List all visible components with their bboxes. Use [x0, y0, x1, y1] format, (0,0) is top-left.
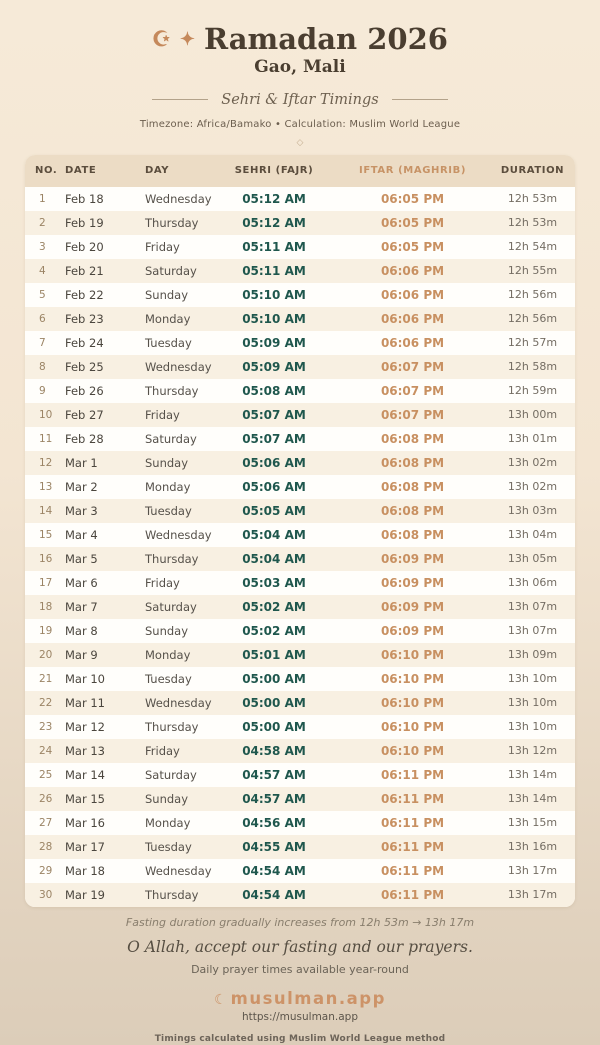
day-cell: Thursday: [145, 215, 199, 230]
iftar-time-cell: 06:11 PM: [380, 815, 445, 830]
row-number-cell: 7: [39, 336, 46, 349]
date-cell: Mar 8: [65, 623, 98, 638]
duration-cell: 13h 07m: [507, 624, 558, 638]
sehri-time-cell: 04:56 AM: [242, 815, 306, 830]
day-cell: Wednesday: [145, 359, 212, 374]
row-number-cell: 25: [39, 768, 53, 781]
iftar-time-cell: 06:08 PM: [380, 503, 445, 518]
col-header-no: NO.: [35, 165, 58, 177]
table-row: [25, 643, 575, 667]
timings-table: [25, 155, 575, 907]
col-header-date: DATE: [65, 165, 97, 177]
date-cell: Feb 20: [65, 239, 104, 254]
sehri-time-cell: 04:54 AM: [242, 887, 306, 902]
tagline-text: Daily prayer times available year-round: [191, 962, 409, 976]
iftar-time-cell: 06:08 PM: [380, 479, 445, 494]
subtitle-row: [0, 92, 600, 108]
row-number-cell: 30: [39, 888, 53, 901]
iftar-time-cell: 06:10 PM: [380, 671, 445, 686]
iftar-time-cell: 06:09 PM: [380, 575, 445, 590]
sehri-time-cell: 04:57 AM: [242, 791, 306, 806]
row-number-cell: 18: [39, 600, 53, 613]
iftar-time-cell: 06:11 PM: [380, 839, 445, 854]
table-row: [25, 427, 575, 451]
duration-cell: 12h 54m: [507, 240, 558, 254]
dua-text: O Allah, accept our fasting and our prayers.: [127, 937, 473, 956]
date-cell: Mar 19: [65, 887, 105, 902]
day-cell: Wednesday: [145, 527, 212, 542]
table-row: [25, 235, 575, 259]
divider-line-left: [152, 99, 208, 100]
row-number-cell: 22: [39, 696, 53, 709]
iftar-time-cell: 06:10 PM: [380, 743, 445, 758]
row-number-cell: 28: [39, 840, 53, 853]
duration-cell: 13h 14m: [507, 768, 558, 782]
duration-cell: 13h 02m: [507, 480, 558, 494]
date-cell: Mar 13: [65, 743, 105, 758]
row-number-cell: 2: [39, 216, 46, 229]
row-number-cell: 27: [39, 816, 53, 829]
row-number-cell: 12: [39, 456, 53, 469]
iftar-time-cell: 06:05 PM: [380, 215, 445, 230]
iftar-time-cell: 06:07 PM: [380, 383, 445, 398]
date-cell: Mar 14: [65, 767, 105, 782]
table-row: [25, 811, 575, 835]
row-number-cell: 6: [39, 312, 46, 325]
iftar-time-cell: 06:06 PM: [380, 287, 445, 302]
table-body: [25, 187, 575, 907]
sehri-time-cell: 05:12 AM: [242, 215, 306, 230]
brand-link[interactable]: [0, 989, 600, 1008]
table-row: [25, 331, 575, 355]
day-cell: Wednesday: [145, 863, 212, 878]
row-number-cell: 29: [39, 864, 53, 877]
row-number-cell: 14: [39, 504, 53, 517]
day-cell: Saturday: [145, 767, 197, 782]
day-cell: Monday: [145, 479, 191, 494]
duration-cell: 12h 58m: [507, 360, 558, 374]
table-row: [25, 283, 575, 307]
table-row: [25, 619, 575, 643]
duration-cell: 13h 06m: [507, 576, 558, 590]
iftar-time-cell: 06:08 PM: [380, 431, 445, 446]
iftar-time-cell: 06:07 PM: [380, 407, 445, 422]
duration-note: Fasting duration gradually increases from 12h 53m → 13h 17m: [125, 915, 475, 929]
date-cell: Mar 6: [65, 575, 98, 590]
row-number-cell: 13: [39, 480, 53, 493]
date-cell: Mar 10: [65, 671, 105, 686]
sehri-time-cell: 05:08 AM: [242, 383, 306, 398]
date-cell: Mar 5: [65, 551, 98, 566]
sehri-time-cell: 04:54 AM: [242, 863, 306, 878]
table-row: [25, 571, 575, 595]
day-cell: Tuesday: [145, 503, 192, 518]
sehri-time-cell: 05:06 AM: [242, 479, 306, 494]
sehri-time-cell: 05:06 AM: [242, 455, 306, 470]
row-number-cell: 21: [39, 672, 53, 685]
iftar-time-cell: 06:09 PM: [380, 599, 445, 614]
sehri-time-cell: 05:12 AM: [242, 191, 306, 206]
row-number-cell: 4: [39, 264, 46, 277]
duration-cell: 13h 10m: [507, 720, 558, 734]
duration-cell: 13h 12m: [507, 744, 558, 758]
duration-cell: 12h 55m: [507, 264, 558, 278]
iftar-time-cell: 06:10 PM: [380, 647, 445, 662]
page-header: [0, 0, 600, 148]
table-row: [25, 715, 575, 739]
day-cell: Monday: [145, 647, 191, 662]
subtitle-text: Sehri & Iftar Timings: [221, 91, 379, 108]
sehri-time-cell: 05:09 AM: [242, 359, 306, 374]
table-row: [25, 451, 575, 475]
day-cell: Friday: [145, 575, 180, 590]
row-number-cell: 3: [39, 240, 46, 253]
date-cell: Mar 3: [65, 503, 98, 518]
sehri-time-cell: 05:00 AM: [242, 719, 306, 734]
date-cell: Feb 28: [65, 431, 104, 446]
day-cell: Wednesday: [145, 191, 212, 206]
row-number-cell: 16: [39, 552, 53, 565]
date-cell: Mar 4: [65, 527, 98, 542]
duration-cell: 12h 53m: [507, 192, 558, 206]
row-number-cell: 15: [39, 528, 53, 541]
sehri-time-cell: 04:57 AM: [242, 767, 306, 782]
sehri-time-cell: 05:00 AM: [242, 671, 306, 686]
divider-line-right: [392, 99, 448, 100]
sehri-time-cell: 05:07 AM: [242, 407, 306, 422]
table-row: [25, 739, 575, 763]
page-title-row: [0, 24, 600, 56]
sehri-time-cell: 05:11 AM: [242, 263, 306, 278]
iftar-time-cell: 06:11 PM: [380, 791, 445, 806]
day-cell: Sunday: [145, 287, 189, 302]
sehri-time-cell: 05:09 AM: [242, 335, 306, 350]
duration-cell: 12h 59m: [507, 384, 558, 398]
table-row: [25, 307, 575, 331]
duration-cell: 13h 10m: [507, 696, 558, 710]
date-cell: Feb 27: [65, 407, 104, 422]
date-cell: Mar 18: [65, 863, 105, 878]
date-cell: Feb 19: [65, 215, 104, 230]
duration-cell: 13h 00m: [507, 408, 558, 422]
day-cell: Tuesday: [145, 839, 192, 854]
table-row: [25, 883, 575, 907]
sehri-time-cell: 05:04 AM: [242, 527, 306, 542]
table-row: [25, 691, 575, 715]
table-row: [25, 547, 575, 571]
iftar-time-cell: 06:06 PM: [380, 263, 445, 278]
sehri-time-cell: 04:55 AM: [242, 839, 306, 854]
sehri-time-cell: 05:11 AM: [242, 239, 306, 254]
duration-cell: 13h 03m: [507, 504, 558, 518]
day-cell: Tuesday: [145, 335, 192, 350]
date-cell: Feb 21: [65, 263, 104, 278]
day-cell: Sunday: [145, 623, 189, 638]
sehri-time-cell: 04:58 AM: [242, 743, 306, 758]
table-row: [25, 211, 575, 235]
date-cell: Feb 24: [65, 335, 104, 350]
table-row: [25, 403, 575, 427]
iftar-time-cell: 06:06 PM: [380, 311, 445, 326]
row-number-cell: 23: [39, 720, 53, 733]
date-cell: Mar 17: [65, 839, 105, 854]
iftar-time-cell: 06:05 PM: [380, 239, 445, 254]
duration-cell: 13h 14m: [507, 792, 558, 806]
date-cell: Feb 18: [65, 191, 104, 206]
table-row: [25, 667, 575, 691]
row-number-cell: 5: [39, 288, 46, 301]
iftar-time-cell: 06:10 PM: [380, 719, 445, 734]
duration-cell: 13h 02m: [507, 456, 558, 470]
row-number-cell: 11: [39, 432, 53, 445]
col-header-day: DAY: [145, 165, 170, 177]
date-cell: Mar 9: [65, 647, 98, 662]
day-cell: Monday: [145, 311, 191, 326]
col-header-iftar: IFTAR (MAGHRIB): [359, 165, 466, 177]
table-row: [25, 859, 575, 883]
row-number-cell: 26: [39, 792, 53, 805]
date-cell: Feb 26: [65, 383, 104, 398]
iftar-time-cell: 06:11 PM: [380, 887, 445, 902]
timezone-calculation-meta: Timezone: Africa/Bamako • Calculation: Muslim World League: [139, 118, 461, 130]
duration-cell: 13h 07m: [507, 600, 558, 614]
iftar-time-cell: 06:05 PM: [380, 191, 445, 206]
sehri-time-cell: 05:05 AM: [242, 503, 306, 518]
table-row: [25, 259, 575, 283]
date-cell: Mar 16: [65, 815, 105, 830]
sehri-time-cell: 05:07 AM: [242, 431, 306, 446]
day-cell: Wednesday: [145, 695, 212, 710]
row-number-cell: 8: [39, 360, 46, 373]
duration-cell: 13h 15m: [507, 816, 558, 830]
duration-cell: 13h 10m: [507, 672, 558, 686]
day-cell: Thursday: [145, 719, 199, 734]
duration-cell: 13h 05m: [507, 552, 558, 566]
duration-cell: 13h 04m: [507, 528, 558, 542]
date-cell: Mar 7: [65, 599, 98, 614]
day-cell: Thursday: [145, 383, 199, 398]
day-cell: Saturday: [145, 263, 197, 278]
duration-cell: 13h 09m: [507, 648, 558, 662]
table-row: [25, 787, 575, 811]
brand-name: musulman.app: [230, 988, 386, 1008]
col-header-duration: DURATION: [500, 165, 565, 177]
duration-cell: 12h 57m: [507, 336, 558, 350]
iftar-time-cell: 06:08 PM: [380, 527, 445, 542]
duration-cell: 13h 17m: [507, 864, 558, 878]
duration-cell: 13h 16m: [507, 840, 558, 854]
sehri-time-cell: 05:02 AM: [242, 599, 306, 614]
brand-crescent-icon: ☾: [214, 991, 227, 1008]
calculation-method-note: Timings calculated using Muslim World League method: [154, 1033, 446, 1044]
row-number-cell: 1: [39, 192, 46, 205]
row-number-cell: 9: [39, 384, 46, 397]
diamond-ornament-icon: ◇: [296, 137, 304, 148]
table-row: [25, 523, 575, 547]
duration-cell: 12h 56m: [507, 312, 558, 326]
date-cell: Feb 23: [65, 311, 104, 326]
duration-cell: 12h 53m: [507, 216, 558, 230]
iftar-time-cell: 06:06 PM: [380, 335, 445, 350]
iftar-time-cell: 06:07 PM: [380, 359, 445, 374]
page-title: Ramadan 2026: [203, 22, 448, 56]
iftar-time-cell: 06:11 PM: [380, 863, 445, 878]
col-header-sehri: SEHRI (FAJR): [234, 165, 314, 177]
iftar-time-cell: 06:10 PM: [380, 695, 445, 710]
iftar-time-cell: 06:09 PM: [380, 623, 445, 638]
table-header-row: [25, 155, 575, 187]
brand-url[interactable]: https://musulman.app: [242, 1010, 358, 1023]
date-cell: Feb 22: [65, 287, 104, 302]
day-cell: Friday: [145, 407, 180, 422]
duration-cell: 13h 01m: [507, 432, 558, 446]
date-cell: Mar 15: [65, 791, 105, 806]
table-row: [25, 379, 575, 403]
location-subtitle: Gao, Mali: [254, 56, 346, 77]
row-number-cell: 17: [39, 576, 53, 589]
day-cell: Friday: [145, 239, 180, 254]
row-number-cell: 20: [39, 648, 53, 661]
table-row: [25, 499, 575, 523]
crescent-star-icon: ☪: [152, 26, 171, 52]
date-cell: Mar 11: [65, 695, 105, 710]
day-cell: Sunday: [145, 455, 189, 470]
table-row: [25, 835, 575, 859]
page-footer: [0, 916, 600, 1044]
date-cell: Mar 1: [65, 455, 98, 470]
day-cell: Thursday: [145, 887, 199, 902]
duration-cell: 13h 17m: [507, 888, 558, 902]
iftar-time-cell: 06:11 PM: [380, 767, 445, 782]
date-cell: Feb 25: [65, 359, 104, 374]
duration-cell: 12h 56m: [507, 288, 558, 302]
sehri-time-cell: 05:01 AM: [242, 647, 306, 662]
table-row: [25, 595, 575, 619]
row-number-cell: 19: [39, 624, 53, 637]
row-number-cell: 10: [39, 408, 53, 421]
sehri-time-cell: 05:03 AM: [242, 575, 306, 590]
row-number-cell: 24: [39, 744, 53, 757]
table-row: [25, 355, 575, 379]
sehri-time-cell: 05:10 AM: [242, 311, 306, 326]
day-cell: Tuesday: [145, 671, 192, 686]
day-cell: Thursday: [145, 551, 199, 566]
table-row: [25, 475, 575, 499]
sehri-time-cell: 05:00 AM: [242, 695, 306, 710]
table-row: [25, 763, 575, 787]
day-cell: Saturday: [145, 431, 197, 446]
iftar-time-cell: 06:08 PM: [380, 455, 445, 470]
day-cell: Sunday: [145, 791, 189, 806]
day-cell: Monday: [145, 815, 191, 830]
day-cell: Friday: [145, 743, 180, 758]
sehri-time-cell: 05:02 AM: [242, 623, 306, 638]
sparkle-icon: ✦: [179, 29, 195, 51]
sehri-time-cell: 05:04 AM: [242, 551, 306, 566]
table-row: [25, 187, 575, 211]
date-cell: Mar 2: [65, 479, 98, 494]
iftar-time-cell: 06:09 PM: [380, 551, 445, 566]
day-cell: Saturday: [145, 599, 197, 614]
sehri-time-cell: 05:10 AM: [242, 287, 306, 302]
date-cell: Mar 12: [65, 719, 105, 734]
